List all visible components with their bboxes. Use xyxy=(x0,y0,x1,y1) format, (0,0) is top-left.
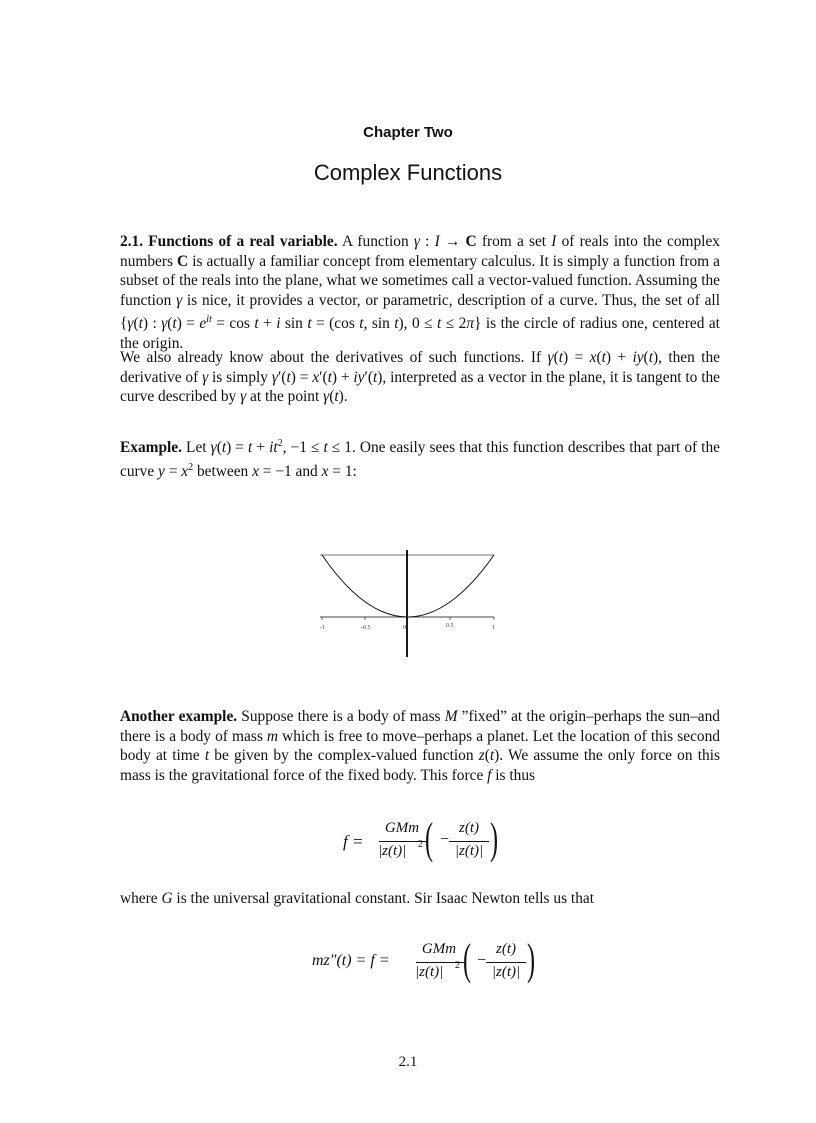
eq-inner-numerator: z(t) xyxy=(459,820,479,836)
eq-inner-denominator: |z(t)| xyxy=(454,843,484,859)
tick-label: 1 xyxy=(492,625,495,631)
paragraph-derivatives: We also already know about the derivatives of such functions. If γ(t) = x(t) + iy(t), then the derivative of γ is simply γ′(t) = x′(t) + iy′(t), interpreted as a vector in the plane, it is tangent to the curve described by γ at the point γ(t). xyxy=(120,349,721,405)
eq-denominator: |z(t)| xyxy=(378,843,407,859)
minus-sign: − xyxy=(477,952,487,969)
eq-exponent: 2 xyxy=(418,839,423,850)
left-paren: ( xyxy=(425,814,434,863)
right-paren: ) xyxy=(490,814,499,863)
eq-numerator: GMm xyxy=(384,820,420,836)
eq-exponent: 2 xyxy=(455,960,460,971)
paragraph-another-example: Another example. Suppose there is a body of mass M ”fixed” at the origin–perhaps the sun–and there is a body of mass m which is free to move–perhaps a planet. Let the location of this second body at time t be given by the complex-valued function z(t). We assume the only force on this mass is the gravitational force of the fixed body. This force f is thus xyxy=(120,708,721,784)
eq-numerator: GMm xyxy=(421,941,457,957)
paragraph-gravitational-constant: where G is the universal gravitational constant. Sir Isaac Newton tells us that xyxy=(120,890,595,907)
chapter-title: Complex Functions xyxy=(313,160,503,185)
equation-force xyxy=(343,814,543,868)
left-paren: ( xyxy=(463,935,472,984)
equation-newton xyxy=(312,935,552,989)
paragraph-functions-real-variable: 2.1. Functions of a real variable. A function γ : I → C from a set I of reals into the complex numbers C is actually a familiar concept from elementary calculus. It is simply a function from a subset of the reals into the plane, what we sometimes call a vector-valued function. Assuming the function γ is nice, it provides a vector, or parametric, description of a curve. Thus, the set of all {γ(t) : $\gamma(t) = e^{it} = \cos t + i$ sin t = (cos t, sin t), 0 ≤ t ≤ 2π} is the circle of radius one, centered at the origin. xyxy=(120,233,720,352)
tick-label: 0 xyxy=(403,625,406,631)
section-heading: 2.1. Functions of a real variable. xyxy=(120,233,338,250)
eq-lhs: mz″(t) = f = xyxy=(312,952,390,969)
another-example-heading: Another example. xyxy=(120,708,238,725)
parabola-curve xyxy=(322,555,494,617)
eq-lhs: f = xyxy=(343,832,364,851)
tick-label: -0.5 xyxy=(361,625,371,631)
eq-inner-numerator: z(t) xyxy=(496,941,516,957)
page-number: 2.1 xyxy=(398,1054,418,1070)
parabola-figure xyxy=(310,545,500,660)
fraction-bar xyxy=(486,962,526,963)
eq-denominator: |z(t)| xyxy=(415,964,444,980)
chapter-label: Chapter Two xyxy=(363,124,453,141)
paragraph-example: Example. Let $\gamma(t) = t + it^2$, −1 ≤ t ≤ 1. One easily sees that this function describes that part of the curve $y = x^2$ between x = −1 and x = 1: xyxy=(120,438,720,480)
minus-sign: − xyxy=(440,831,450,848)
example-heading: Example. xyxy=(120,439,182,457)
right-paren: ) xyxy=(527,935,536,984)
tick-label: -1 xyxy=(320,625,325,631)
tick-label: 0.5 xyxy=(446,623,454,629)
eq-inner-denominator: |z(t)| xyxy=(491,964,521,980)
fraction-bar xyxy=(449,841,489,842)
